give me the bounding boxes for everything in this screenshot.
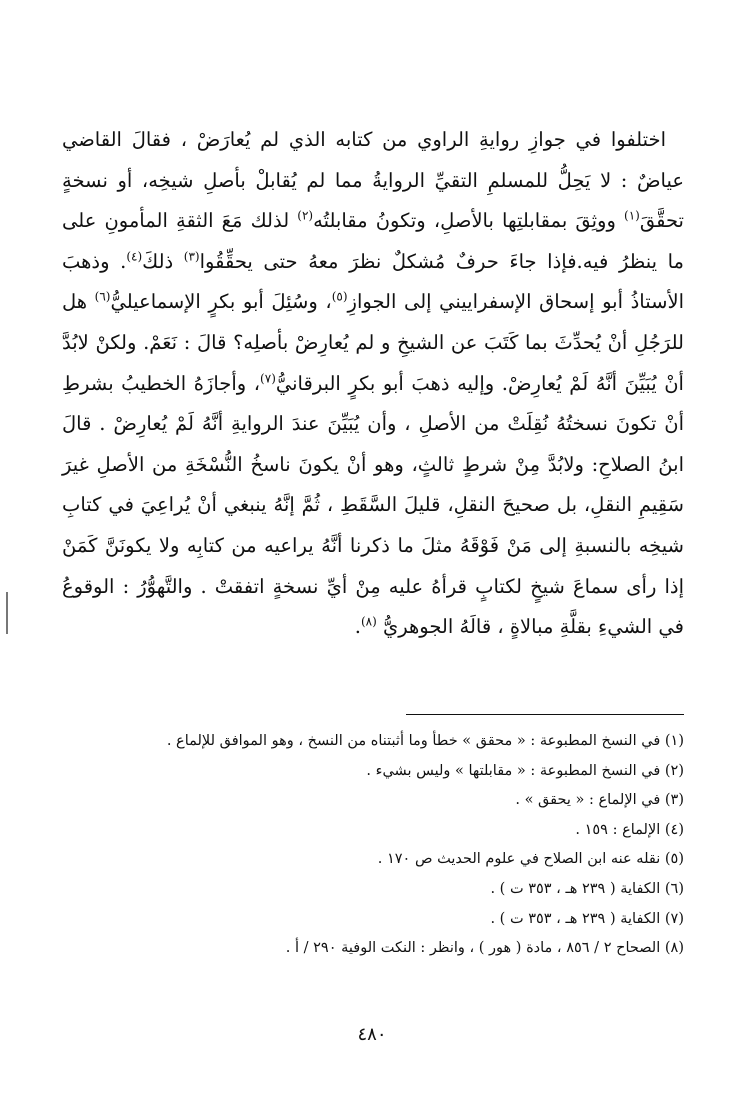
footnote-marker[interactable]: (٥) [331,289,348,304]
text-run: اختلفوا في جوازِ روايةِ الراوي من كتابه الذي لم يُعارَضْ ، فقالَ القاضي عياضٌ : لا يَحِلُّ للمسلمِ التقيِّ الروايةُ مما لم يُقابلْ بأصلِ شيخِه، أو نسخةٍ تحقَّقَ [62,128,684,233]
footnote-separator [406,714,684,715]
footnote-marker[interactable]: (٢) [297,208,314,223]
footnote-7: (٧) الكفاية ( ٢٣٩ هـ ، ٣٥٣ ت ) . [490,910,684,927]
text-run: . [354,615,361,639]
footnotes-list [62,727,684,964]
footnote-6: (٦) الكفاية ( ٢٣٩ هـ ، ٣٥٣ ت ) . [490,880,684,897]
text-run: هل للرَجُلِ أنْ يُحدِّثَ بما كَتَبَ عن الشيخِ و لم يُعارِضْ بأصلِه؟ قالَ : نَعَمْ. ولكنْ لابُدَّ أنْ يُبَيِّنَ أنَّهُ لَمْ يُعارِضْ. وإليه ذهبَ أبو بكرٍ البرقانيُّ [62,290,684,395]
margin-mark [6,592,8,634]
footnote-2: (٢) في النسخ المطبوعة : « مقابلتها » وليس بشيء . [366,762,684,779]
footnote-marker[interactable]: (٤) [126,249,143,264]
footnote-8: (٨) الصحاح ٢ / ٨٥٦ ، مادة ( هور ) ، وانظر : النكت الوفية ٢٩٠ / أ . [285,940,684,957]
footnote-3: (٣) في الإلماع : « يحقق » . [515,792,684,809]
main-text [62,120,684,648]
footnote-4: (٤) الإلماع : ١٥٩ . [575,821,684,838]
text-run: . وذهبَ الأستاذُ أبو إسحاق الإسفراييني إلى الجوازِ [62,249,684,314]
footnote-marker[interactable]: (١) [624,208,640,223]
text-run: ووثِقَ بمقابلتِها بالأصلِ، وتكونُ مقابلتُه [313,209,625,233]
footnote-marker[interactable]: (٦) [94,289,111,304]
text-run: ، وأجازَهُ الخطيبُ بشرطِ أنْ تكونَ نسختُهُ نُقِلَتْ من الأصلِ ، وأن يُبَيِّنَ عندَ الروايةِ أنَّهُ لَمْ يُعارِضْ . قالَ ابنُ الصلاحِ: ولابُدَّ مِنْ شرطٍ ثالثٍ، وهو أنْ يكونَ ناسخُ النُّسْخَةِ من الأصلِ غيرَ سَقِيمِ النقلِ، بل صحيحَ النقلِ، قليلَ السَّقَطِ ، ثُمَّ إنَّهُ ينبغي أنْ يُراعِيَ في كتابِ شيخِه بالنسبةِ إلى مَنْ فَوْقَهُ مثلَ ما ذكرنا أنَّهُ يراعيه من كتابِه ولا يكونَنَّ كَمَنْ إذا رأى سماعَ شيخٍ لكتابٍ قرأهُ عليه مِنْ أيِّ نسخةٍ اتفقتْ . والتَّهوُّرُ : الوقوعُ في الشيءِ بقلَّةِ مبالاةٍ ، قالَهُ الجوهريُّ [62,371,684,639]
page-number: ٤٨٠ [357,1024,387,1045]
text-run: ذلكَ [142,249,184,273]
footnote-marker[interactable]: (٨) [360,614,377,629]
footnote-marker[interactable]: (٣) [183,249,200,264]
footnote-1: (١) في النسخ المطبوعة : « محقق » خطأ وما أثبتناه من النسخ ، وهو الموافق للإلماع . [166,733,684,749]
footnote-marker[interactable]: (٧) [260,371,276,386]
main-paragraph [62,120,684,648]
text-run: ، وسُئِلَ أبو بكرٍ الإسماعيليُّ [110,290,332,314]
footnote-5: (٥) نقله عنه ابن الصلاح في علوم الحديث ص ١٧٠ . [377,851,684,868]
text-run: لذلك مَعَ الثقةِ المأمونِ على ما ينظرُ فيه.فإذا جاءَ حرفٌ مُشكلٌ نظرَ معهُ حتى يحقِّقُوا [62,209,684,273]
